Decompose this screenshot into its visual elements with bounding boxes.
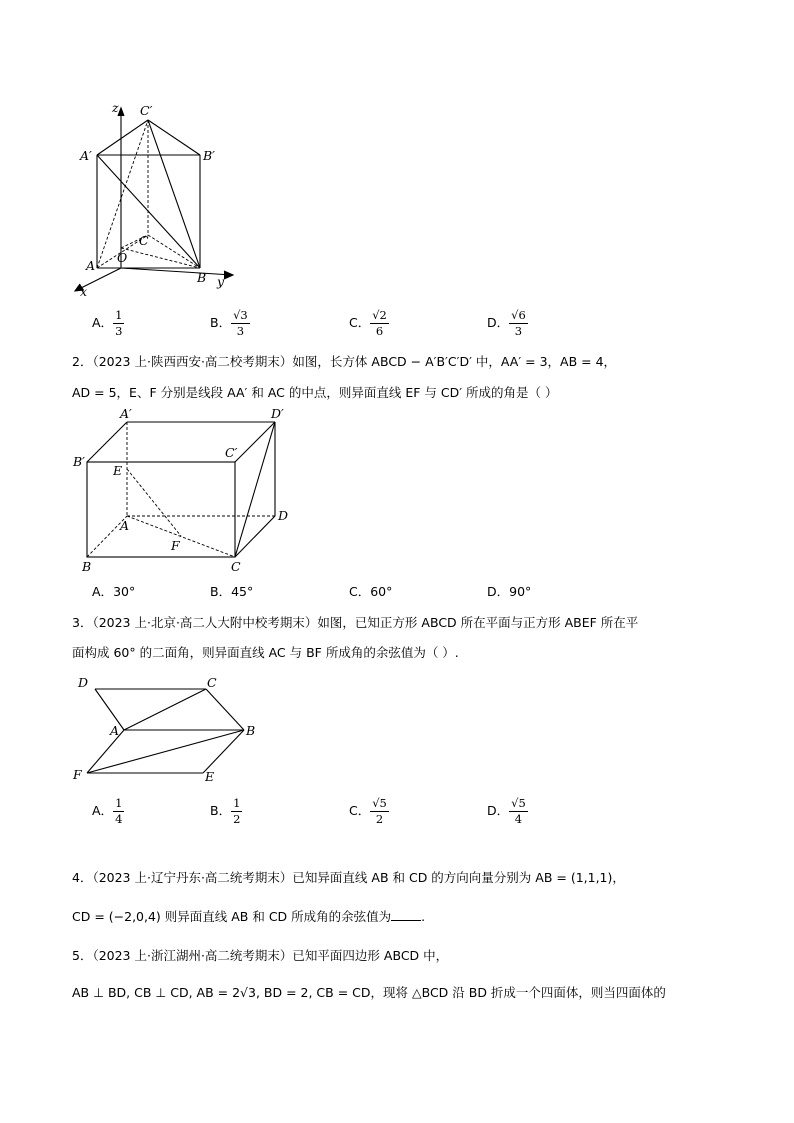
q1-label-c1: C′ (140, 103, 153, 118)
q2-option-d: D．90° (487, 584, 532, 599)
q1-option-b: B． $\frac{√3}{3}$ (210, 308, 248, 338)
q3-option-a: A． $\frac{1}{4}$ (92, 796, 123, 826)
q1-option-c: C． $\frac{√2}{6}$ (349, 308, 387, 338)
q2-label-d: D (278, 508, 289, 523)
q2-label-e: E (113, 463, 123, 478)
q3-label-e: E (205, 769, 215, 784)
q3-option-b: B． $\frac{1}{2}$ (210, 796, 241, 826)
q4-stem-line2 (72, 907, 425, 925)
q5-stem-line2: AB ⊥ BD, CB ⊥ CD, AB = 2√3, BD = 2, CB = CD，现将 △BCD 沿 BD 折成一个四面体，则当四面体的 (72, 985, 666, 1000)
q1-label-a: A (86, 258, 96, 273)
q1-label-o: O (117, 250, 128, 265)
q2-label-f: F (171, 538, 180, 553)
q2-option-c: C．60° (349, 584, 393, 599)
q1-option-d: D． $\frac{√6}{3}$ (487, 308, 526, 338)
q3-label-c: C (207, 675, 217, 690)
q4-answer-blank[interactable] (391, 910, 421, 921)
q2-label-a: A (120, 518, 130, 533)
q1-label-c: C (139, 233, 149, 248)
q3-label-f: F (73, 767, 82, 782)
q1-option-a: A． $\frac{1}{3}$ (92, 308, 123, 338)
q4-stem-line2-end: . (421, 909, 426, 924)
q1-label-x: x (80, 284, 88, 299)
q1-label-b1: B′ (203, 148, 216, 163)
q1-label-a1: A′ (80, 148, 92, 163)
q3-label-b: B (246, 723, 256, 738)
q4-stem-line1: 4．（2023 上·辽宁丹东·高二统考期末）已知异面直线 AB 和 CD 的方向向量分别为 AB = (1,1,1)， (72, 870, 625, 885)
q4-stem-line2-text: CD = (−2,0,4) 则异面直线 AB 和 CD 所成角的余弦值为 (72, 909, 392, 924)
q2-label-b: B (82, 559, 92, 574)
q2-option-a: A．30° (92, 584, 136, 599)
q2-label-c1: C′ (225, 445, 238, 460)
q2-label-a1: A′ (120, 406, 132, 421)
q3-option-d: D． $\frac{√5}{4}$ (487, 796, 526, 826)
q1-label-b: B (197, 270, 207, 285)
q1-label-z: z (112, 100, 119, 115)
q2-label-c: C (231, 559, 241, 574)
q3-stem-line1: 3．（2023 上·北京·高二人大附中校考期末）如图，已知正方形 ABCD 所在平面与正方形 ABEF 所在平 (72, 615, 639, 630)
q2-label-b1: B′ (73, 454, 86, 469)
q3-label-d: D (78, 675, 89, 690)
q2-label-d1: D′ (271, 406, 284, 421)
q3-label-a: A (110, 723, 120, 738)
q1-label-y: y (217, 274, 225, 289)
q5-stem-line1: 5．（2023 上·浙江湖州·高二统考期末）已知平面四边形 ABCD 中， (72, 948, 449, 963)
q3-option-c: C． $\frac{√5}{2}$ (349, 796, 387, 826)
q2-option-b: B．45° (210, 584, 254, 599)
q2-stem-line1: 2．（2023 上·陕西西安·高二校考期末）如图，长方体 ABCD − A′B′C′D′ 中，AA′ = 3，AB = 4， (72, 354, 617, 369)
q3-stem-line2: 面构成 60° 的二面角，则异面直线 AC 与 BF 所成角的余弦值为（ ）. (72, 645, 459, 660)
q2-stem-line2: AD = 5，E、F 分别是线段 AA′ 和 AC 的中点，则异面直线 EF 与 CD′ 所成的角是（ ） (72, 385, 558, 400)
